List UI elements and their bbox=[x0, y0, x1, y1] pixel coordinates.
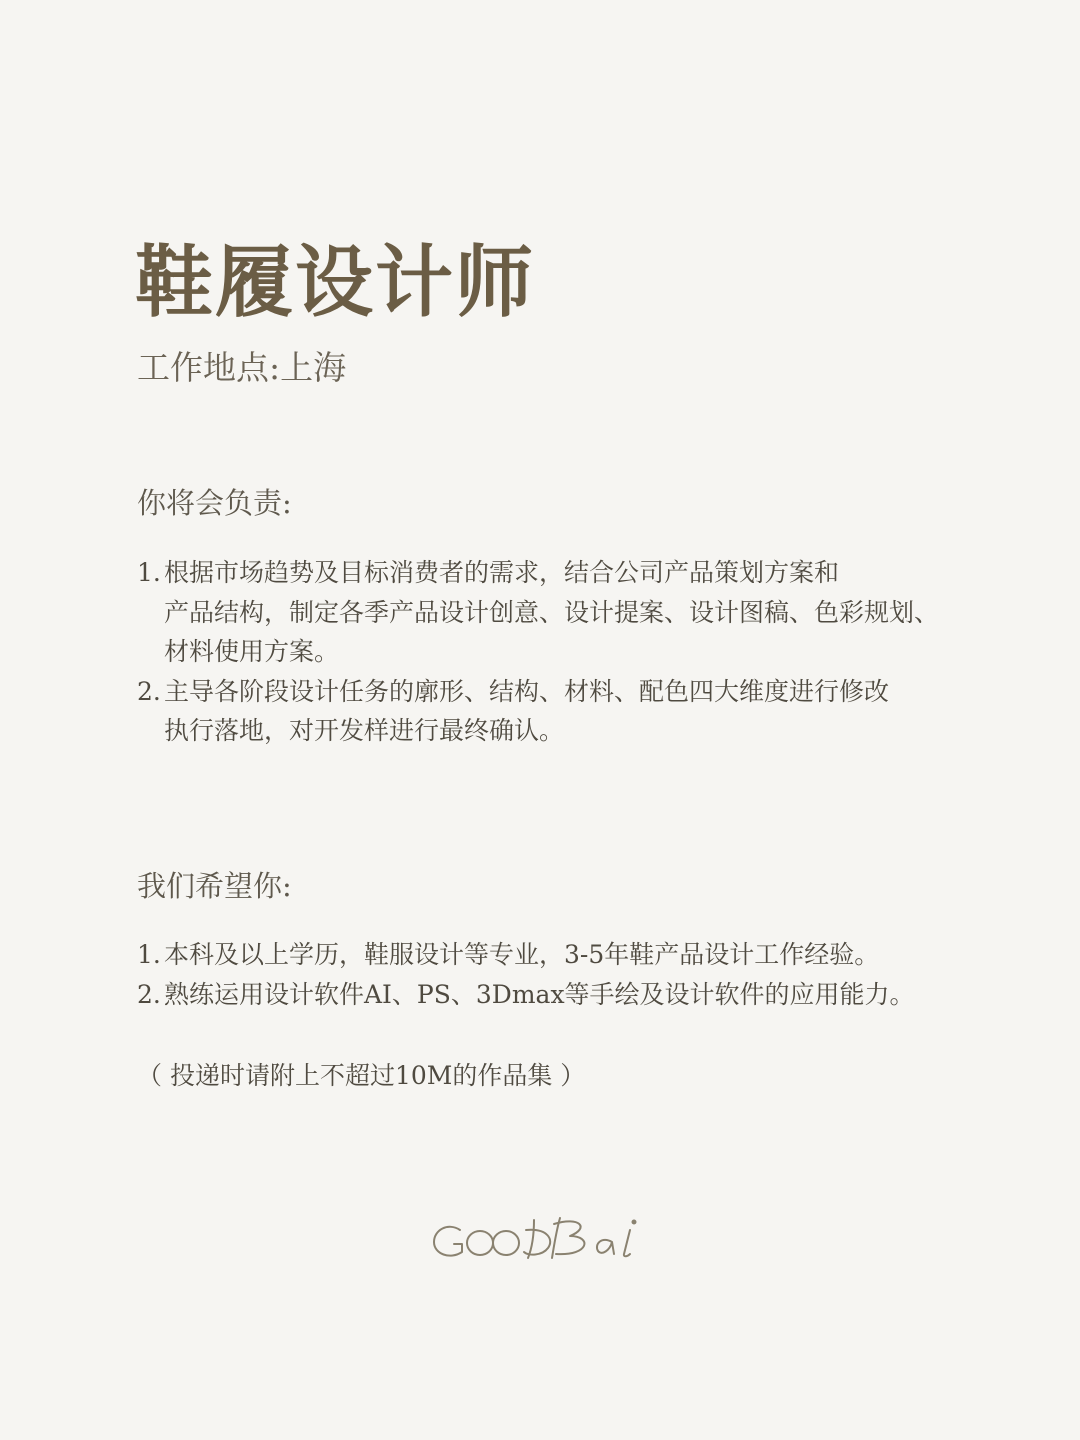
responsibilities-list bbox=[137, 553, 1037, 751]
list-item-line: 主导各阶段设计任务的廓形、结构、材料、配色四大维度进行修改 bbox=[164, 676, 890, 706]
job-location: 工作地点:上海 bbox=[137, 348, 347, 387]
list-item-line: 执行落地，对开发样进行最终确认。 bbox=[164, 716, 565, 745]
job-title: 鞋履设计师 bbox=[135, 237, 536, 328]
list-item-line: 本科及以上学历，鞋服设计等专业，3-5年鞋产品设计工作经验。 bbox=[164, 940, 880, 969]
responsibilities-heading: 你将会负责: bbox=[137, 486, 292, 520]
list-item-number: 1. bbox=[137, 940, 161, 969]
list-item-line: 熟练运用设计软件AI、PS、3Dmax等手绘及设计软件的应用能力。 bbox=[164, 979, 915, 1009]
requirements-list bbox=[137, 935, 1037, 1014]
brand-logo bbox=[430, 1210, 650, 1270]
list-item-number: 2. bbox=[137, 676, 161, 706]
list-item-line: 根据市场趋势及目标消费者的需求，结合公司产品策划方案和 bbox=[164, 558, 840, 587]
requirements-heading: 我们希望你: bbox=[137, 869, 292, 903]
list-item-number: 1. bbox=[137, 558, 161, 587]
list-item bbox=[137, 935, 1037, 975]
list-item-line: 材料使用方案。 bbox=[164, 637, 340, 666]
list-item bbox=[137, 975, 1037, 1015]
list-item bbox=[137, 553, 1037, 672]
portfolio-note: （ 投递时请附上不超过10M的作品集 ） bbox=[137, 1061, 586, 1090]
list-item-number: 2. bbox=[137, 979, 161, 1009]
list-item bbox=[137, 672, 1037, 751]
list-item-line: 产品结构，制定各季产品设计创意、设计提案、设计图稿、色彩规划、 bbox=[164, 597, 940, 627]
